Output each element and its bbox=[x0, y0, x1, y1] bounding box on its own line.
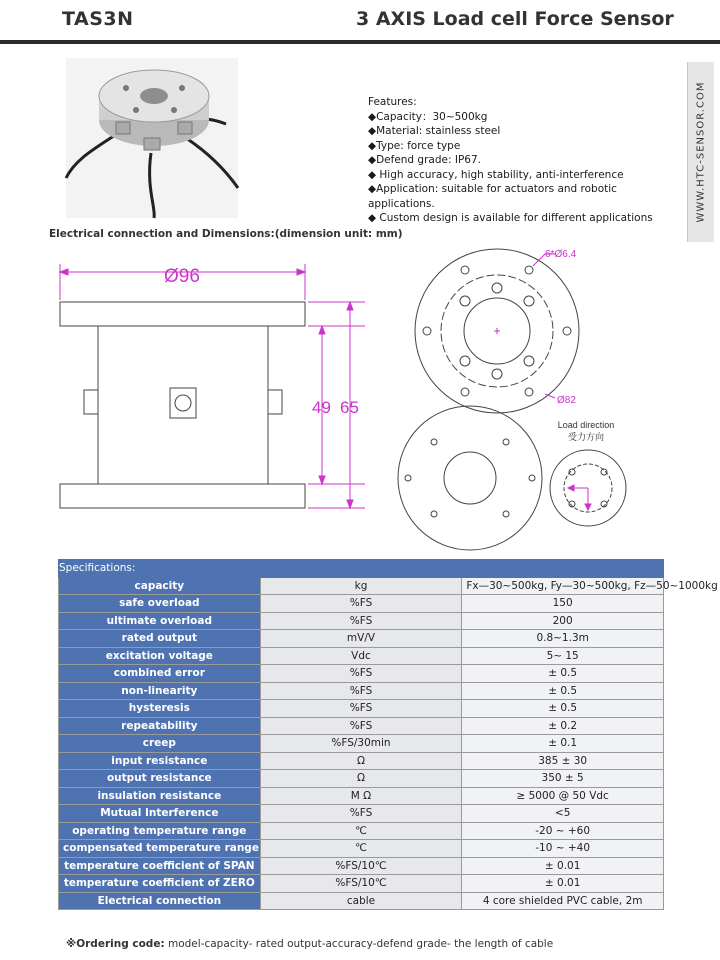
spec-name: hysteresis bbox=[59, 700, 261, 718]
spec-value: ± 0.01 bbox=[462, 875, 664, 893]
spec-name: rated output bbox=[59, 630, 261, 648]
table-row bbox=[59, 717, 664, 735]
website-text: WWW.HTC-SENSOR.COM bbox=[695, 81, 707, 223]
ordering-code-text: model-capacity- rated output-accuracy-defend grade- the length of cable bbox=[164, 938, 554, 950]
table-row bbox=[59, 577, 664, 595]
table-row bbox=[59, 700, 664, 718]
load-direction-cn-label: 受力方向 bbox=[567, 433, 605, 443]
spec-name: operating temperature range bbox=[59, 822, 261, 840]
spec-value: 150 bbox=[462, 595, 664, 613]
website-sidebar bbox=[687, 62, 714, 242]
spec-unit: %FS bbox=[260, 700, 462, 718]
holes-label: 6*Ø6.4 bbox=[545, 249, 577, 260]
ordering-code-label: ※Ordering code: bbox=[66, 938, 165, 950]
spec-value: ± 0.5 bbox=[462, 700, 664, 718]
ordering-code bbox=[66, 938, 553, 950]
spec-value: 0.8~1.3m bbox=[462, 630, 664, 648]
spec-name: combined error bbox=[59, 665, 261, 683]
spec-value: 350 ± 5 bbox=[462, 770, 664, 788]
top-view-drawing bbox=[395, 246, 595, 426]
table-row bbox=[59, 595, 664, 613]
feature-item: ◆Application: suitable for actuators and robotic applications. bbox=[368, 183, 617, 210]
table-row bbox=[59, 892, 664, 910]
spec-name: Mutual Interference bbox=[59, 805, 261, 823]
dimensions-heading: Electrical connection and Dimensions:(dimension unit: mm) bbox=[49, 228, 403, 240]
spec-unit: kg bbox=[260, 577, 462, 595]
bottom-view-drawing bbox=[392, 422, 642, 552]
spec-name: creep bbox=[59, 735, 261, 753]
spec-value: 200 bbox=[462, 612, 664, 630]
height-label-65: 65 bbox=[340, 398, 359, 417]
table-row bbox=[59, 630, 664, 648]
spec-name: temperature coefficient of ZERO bbox=[59, 875, 261, 893]
features-list bbox=[368, 95, 673, 226]
page-title: 3 AXIS Load cell Force Sensor bbox=[356, 8, 674, 30]
load-direction-label: Load direction bbox=[557, 420, 615, 430]
table-row bbox=[59, 612, 664, 630]
table-row bbox=[59, 682, 664, 700]
spec-name: excitation voltage bbox=[59, 647, 261, 665]
table-row bbox=[59, 822, 664, 840]
spec-unit: Ω bbox=[260, 752, 462, 770]
spec-value: Fx—30~500kg, Fy—30~500kg, Fz—50~1000kg bbox=[462, 577, 664, 595]
spec-name: Electrical connection bbox=[59, 892, 261, 910]
spec-unit: %FS/10℃ bbox=[260, 875, 462, 893]
table-row bbox=[59, 787, 664, 805]
feature-item: ◆Defend grade: IP67. bbox=[368, 154, 481, 166]
spec-name: ultimate overload bbox=[59, 612, 261, 630]
specifications-heading: Specifications: bbox=[59, 560, 664, 578]
spec-name: input resistance bbox=[59, 752, 261, 770]
spec-value: ± 0.2 bbox=[462, 717, 664, 735]
spec-value: ≥ 5000 @ 50 Vdc bbox=[462, 787, 664, 805]
spec-unit: mV/V bbox=[260, 630, 462, 648]
table-row bbox=[59, 805, 664, 823]
feature-item: ◆Material: stainless steel bbox=[368, 125, 501, 137]
spec-value: 385 ± 30 bbox=[462, 752, 664, 770]
spec-unit: cable bbox=[260, 892, 462, 910]
spec-unit: %FS bbox=[260, 682, 462, 700]
spec-value: ± 0.1 bbox=[462, 735, 664, 753]
spec-value: -10 ~ +40 bbox=[462, 840, 664, 858]
feature-item: ◆Type: force type bbox=[368, 139, 461, 152]
spec-value: -20 ~ +60 bbox=[462, 822, 664, 840]
spec-unit: Ω bbox=[260, 770, 462, 788]
table-row bbox=[59, 875, 664, 893]
spec-name: output resistance bbox=[59, 770, 261, 788]
spec-unit: %FS bbox=[260, 805, 462, 823]
spec-name: repeatability bbox=[59, 717, 261, 735]
feature-item: ◆ High accuracy, high stability, anti-interference bbox=[368, 168, 624, 181]
height-label-49: 49 bbox=[312, 398, 331, 417]
feature-item: ◆ Custom design is available for different applications bbox=[368, 212, 653, 224]
spec-name: insulation resistance bbox=[59, 787, 261, 805]
table-row bbox=[59, 770, 664, 788]
diameter-label: Ø96 bbox=[164, 266, 200, 287]
spec-value: ± 0.5 bbox=[462, 665, 664, 683]
spec-unit: %FS bbox=[260, 612, 462, 630]
spec-unit: ℃ bbox=[260, 840, 462, 858]
spec-name: safe overload bbox=[59, 595, 261, 613]
product-photo bbox=[66, 58, 238, 218]
feature-item: ◆Capacity：30~500kg bbox=[368, 110, 488, 123]
spec-unit: %FS bbox=[260, 717, 462, 735]
spec-unit: %FS bbox=[260, 595, 462, 613]
spec-unit: %FS bbox=[260, 665, 462, 683]
spec-name: capacity bbox=[59, 577, 261, 595]
table-row bbox=[59, 665, 664, 683]
spec-name: compensated temperature range bbox=[59, 840, 261, 858]
spec-unit: M Ω bbox=[260, 787, 462, 805]
spec-value: 5~ 15 bbox=[462, 647, 664, 665]
spec-unit: %FS/10℃ bbox=[260, 857, 462, 875]
spec-value: <5 bbox=[462, 805, 664, 823]
spec-unit: Vdc bbox=[260, 647, 462, 665]
model-name: TAS3N bbox=[62, 8, 134, 30]
spec-value: ± 0.5 bbox=[462, 682, 664, 700]
table-row bbox=[59, 840, 664, 858]
table-header-row bbox=[59, 560, 664, 578]
spec-value: ± 0.01 bbox=[462, 857, 664, 875]
spec-unit: %FS/30min bbox=[260, 735, 462, 753]
circle-label: Ø82 bbox=[557, 395, 576, 406]
features-heading: Features: bbox=[368, 96, 417, 108]
spec-name: temperature coefficient of SPAN bbox=[59, 857, 261, 875]
specifications-table bbox=[58, 559, 718, 910]
spec-unit: ℃ bbox=[260, 822, 462, 840]
table-row bbox=[59, 735, 664, 753]
spec-value: 4 core shielded PVC cable, 2m bbox=[462, 892, 664, 910]
header-divider bbox=[0, 40, 720, 44]
table-row bbox=[59, 752, 664, 770]
spec-name: non-linearity bbox=[59, 682, 261, 700]
table-row bbox=[59, 647, 664, 665]
table-row bbox=[59, 857, 664, 875]
side-view-drawing bbox=[40, 250, 380, 520]
